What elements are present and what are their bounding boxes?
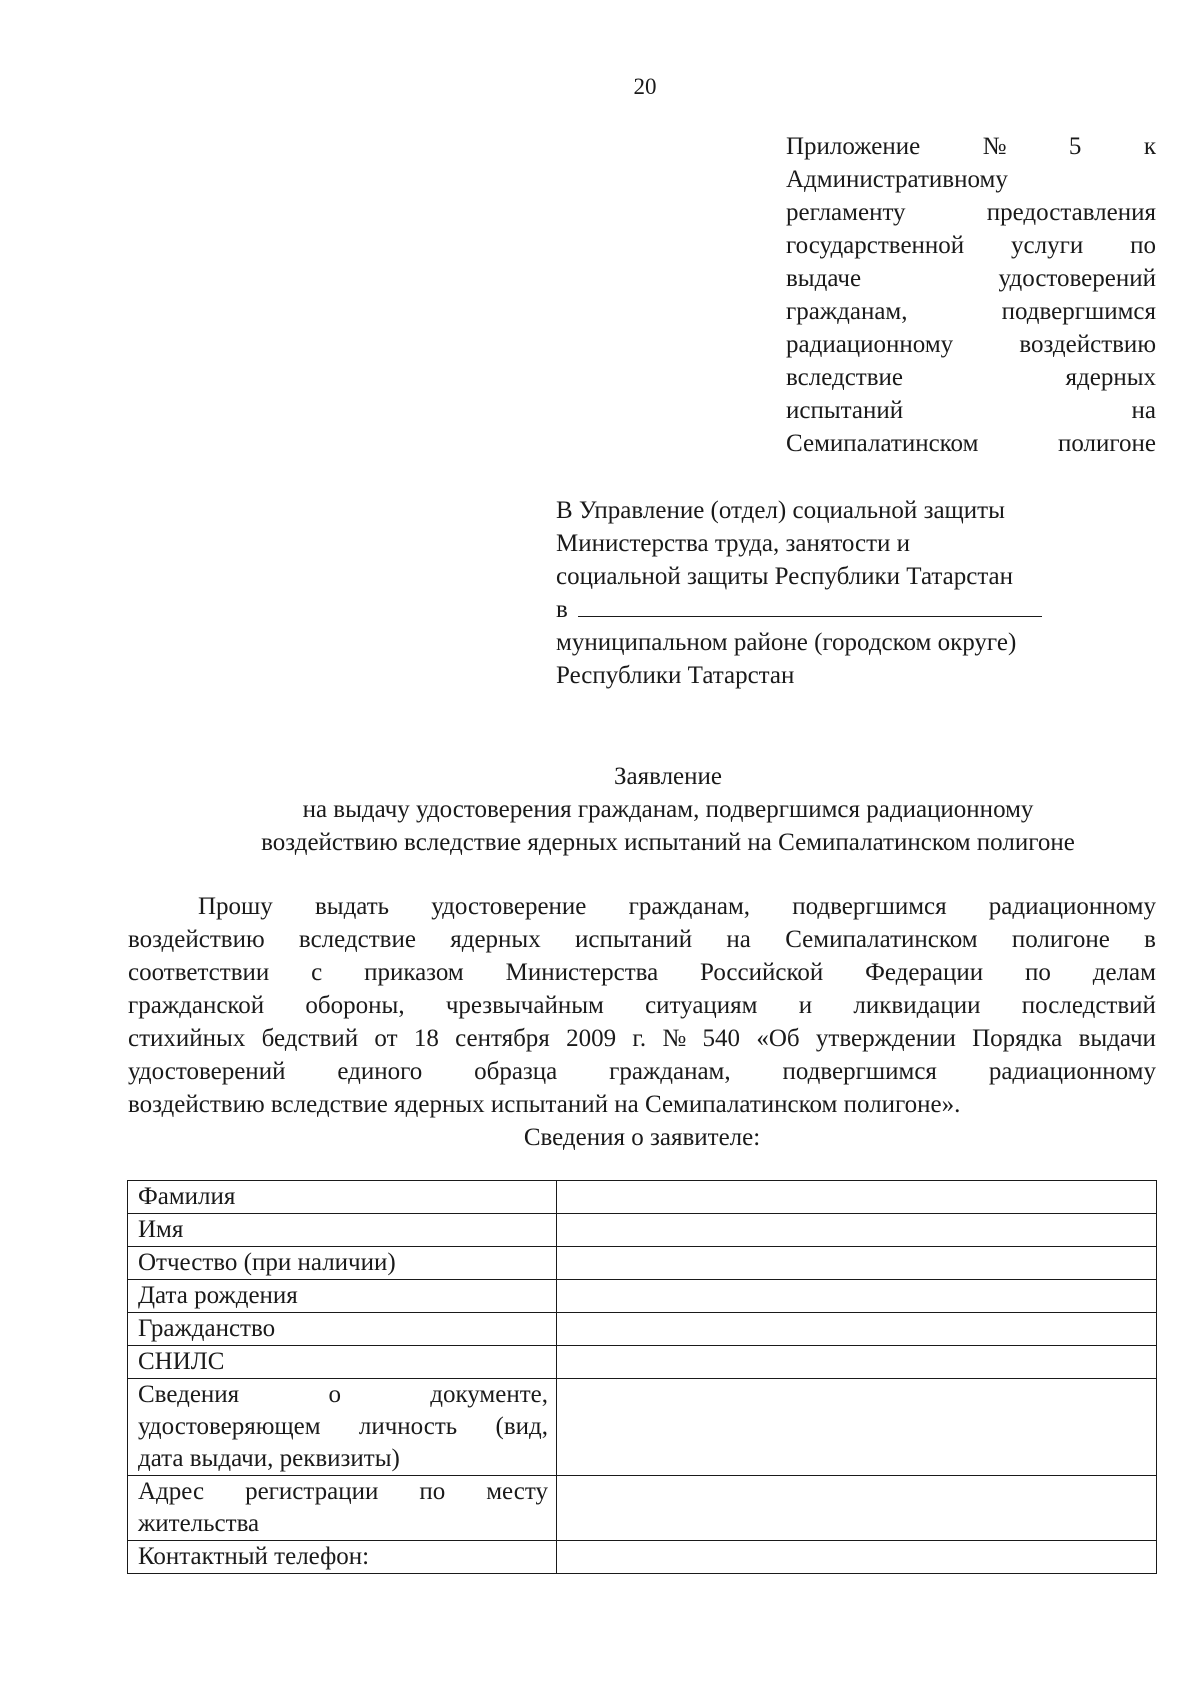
table-row xyxy=(128,1379,1157,1476)
field-label-cell xyxy=(128,1476,557,1541)
body-word: бедствий xyxy=(261,1025,359,1052)
field-label: Имя xyxy=(138,1216,184,1243)
addressee-line: социальной защиты Республики Татарстан xyxy=(556,563,1014,590)
field-label-word: документе, xyxy=(430,1381,548,1408)
appendix-line xyxy=(786,130,1156,163)
body-line xyxy=(128,923,1156,956)
body-word: чрезвычайным xyxy=(445,992,604,1019)
body-word: ликвидации xyxy=(853,992,981,1019)
appendix-word: Административному xyxy=(786,166,1008,193)
appendix-word: на xyxy=(1131,397,1156,424)
body-word: в xyxy=(1144,926,1156,953)
field-label-line xyxy=(138,1508,548,1540)
appendix-line xyxy=(786,262,1156,295)
body-word: радиационному xyxy=(988,893,1156,920)
title-line: воздействию вследствие ядерных испытаний на Семипалатинском полигоне xyxy=(261,829,1075,856)
body-word: подвергшимся xyxy=(792,893,947,920)
appendix-line xyxy=(786,361,1156,394)
body-word: гражданам, xyxy=(609,1058,731,1085)
body-word: гражданской xyxy=(128,992,265,1019)
field-label-cell xyxy=(128,1313,557,1346)
title-line: Заявление xyxy=(613,763,723,790)
appendix-word: удостоверений xyxy=(998,265,1156,292)
appendix-word: Приложение xyxy=(786,133,921,160)
field-label-cell xyxy=(128,1379,557,1476)
field-label-word: Адрес xyxy=(138,1478,205,1505)
field-label-word: Сведения xyxy=(138,1381,240,1408)
field-value-cell[interactable] xyxy=(557,1214,1157,1247)
addressee-district-line xyxy=(556,593,1116,626)
field-label: Гражданство xyxy=(138,1315,276,1342)
body-word: воздействию xyxy=(128,926,265,953)
field-label-word: удостоверяющем xyxy=(138,1413,321,1440)
body-word: с xyxy=(311,959,323,986)
addressee-line: муниципальном районе (городском округе) xyxy=(556,629,1017,656)
field-label-line xyxy=(138,1443,548,1475)
body-word: испытаний xyxy=(575,926,693,953)
table-row xyxy=(128,1214,1157,1247)
body-word: подвергшимся xyxy=(782,1058,937,1085)
field-label-word: личность xyxy=(358,1413,458,1440)
field-value-cell[interactable] xyxy=(557,1346,1157,1379)
appendix-word: регламенту xyxy=(786,199,906,226)
body-word: удостоверений xyxy=(128,1058,286,1085)
appendix-line xyxy=(786,328,1156,361)
applicant-info-table xyxy=(127,1180,1157,1574)
field-label-line xyxy=(138,1411,548,1443)
body-line xyxy=(128,1022,1156,1055)
body-word: сентября xyxy=(455,1025,550,1052)
appendix-line xyxy=(786,427,1156,460)
addressee-line: В Управление (отдел) социальной защиты xyxy=(556,497,1005,524)
appendix-word: выдаче xyxy=(786,265,862,292)
body-line xyxy=(128,1055,1156,1088)
addressee-line: Республики Татарстан xyxy=(556,662,795,689)
appendix-word: № xyxy=(982,133,1007,160)
appendix-word: Семипалатинском xyxy=(786,430,979,457)
appendix-word: 5 xyxy=(1068,133,1082,160)
field-label-cell xyxy=(128,1280,557,1313)
body-word: утверждении xyxy=(815,1025,956,1052)
addressee-line: Министерства труда, занятости и xyxy=(556,530,911,557)
body-word: по xyxy=(1025,959,1051,986)
field-label: Фамилия xyxy=(138,1183,236,1210)
table-row xyxy=(128,1181,1157,1214)
body-word: Семипалатинском xyxy=(785,926,978,953)
field-value-cell[interactable] xyxy=(557,1247,1157,1280)
appendix-word: предоставления xyxy=(986,199,1156,226)
field-label-word: месту xyxy=(486,1478,548,1505)
body-word: на xyxy=(726,926,751,953)
field-value-cell[interactable] xyxy=(557,1541,1157,1574)
field-label-word: о xyxy=(328,1381,341,1408)
body-word: ситуациям xyxy=(645,992,758,1019)
body-word: стихийных xyxy=(128,1025,246,1052)
body-word: Министерства xyxy=(505,959,659,986)
addressee-prefix: в xyxy=(556,596,568,623)
table-row xyxy=(128,1346,1157,1379)
field-label-cell xyxy=(128,1346,557,1379)
body-word: последствий xyxy=(1021,992,1156,1019)
body-word: полигоне xyxy=(1011,926,1110,953)
appendix-line xyxy=(786,229,1156,262)
body-word: Федерации xyxy=(865,959,984,986)
appendix-word: радиационному xyxy=(786,331,954,358)
field-label-word: дата выдачи, реквизиты) xyxy=(138,1445,400,1472)
body-word: № xyxy=(662,1025,687,1052)
appendix-word: подвергшимся xyxy=(1001,298,1156,325)
appendix-word: вследствие xyxy=(786,364,904,391)
appendix-word: услуги xyxy=(1011,232,1084,259)
field-label-word: по xyxy=(419,1478,446,1505)
field-value-cell[interactable] xyxy=(557,1476,1157,1541)
body-word: удостоверение xyxy=(431,893,587,920)
field-label-line xyxy=(138,1379,548,1411)
body-line xyxy=(128,956,1156,989)
appendix-word: государственной xyxy=(786,232,965,259)
body-word: ядерных xyxy=(450,926,541,953)
table-row xyxy=(128,1476,1157,1541)
body-word: «Об xyxy=(756,1025,800,1052)
body-word: 2009 xyxy=(566,1025,617,1052)
body-word: обороны, xyxy=(305,992,405,1019)
body-word: делам xyxy=(1092,959,1156,986)
body-line xyxy=(128,989,1156,1022)
body-word: единого xyxy=(337,1058,423,1085)
body-word: 540 xyxy=(702,1025,741,1052)
appendix-line xyxy=(786,295,1156,328)
body-line: воздействию вследствие ядерных испытаний на Семипалатинском полигоне». xyxy=(128,1091,961,1118)
field-value-cell[interactable] xyxy=(557,1181,1157,1214)
document-title xyxy=(170,760,1166,859)
table-row xyxy=(128,1247,1157,1280)
appendix-word: по xyxy=(1130,232,1156,259)
table-row xyxy=(128,1541,1157,1574)
appendix-word: испытаний xyxy=(786,397,904,424)
field-value-cell[interactable] xyxy=(557,1379,1157,1476)
body-word: образца xyxy=(474,1058,558,1085)
body-line xyxy=(128,890,1156,923)
appendix-word: воздействию xyxy=(1019,331,1156,358)
body-word: соответствии xyxy=(128,959,270,986)
appendix-word: к xyxy=(1143,133,1156,160)
appendix-word: гражданам, xyxy=(786,298,908,325)
addressee-block xyxy=(556,494,1116,692)
body-word: выдать xyxy=(314,893,390,920)
field-label: Отчество (при наличии) xyxy=(138,1249,396,1276)
appendix-header xyxy=(786,130,1156,460)
field-label-cell xyxy=(128,1214,557,1247)
body-word: радиационному xyxy=(988,1058,1156,1085)
field-label-line xyxy=(138,1476,548,1508)
body-word: вследствие xyxy=(298,926,416,953)
field-label-cell xyxy=(128,1181,557,1214)
appendix-line xyxy=(786,196,1156,229)
body-word: приказом xyxy=(364,959,464,986)
field-label-cell xyxy=(128,1247,557,1280)
field-value-cell[interactable] xyxy=(557,1313,1157,1346)
field-label-word: (вид, xyxy=(495,1413,548,1440)
table-row xyxy=(128,1313,1157,1346)
field-value-cell[interactable] xyxy=(557,1280,1157,1313)
body-word: от xyxy=(374,1025,398,1052)
field-label: СНИЛС xyxy=(138,1348,225,1375)
field-label-word: жительства xyxy=(138,1510,260,1537)
appendix-line xyxy=(786,394,1156,427)
district-blank-field[interactable] xyxy=(578,594,1042,617)
page-number: 20 xyxy=(633,74,657,99)
field-label: Контактный телефон: xyxy=(138,1543,370,1570)
appendix-line xyxy=(786,163,1156,196)
appendix-word: ядерных xyxy=(1065,364,1156,391)
body-word: Порядка xyxy=(972,1025,1063,1052)
application-body xyxy=(128,890,1156,1121)
applicant-info-heading: Сведения о заявителе: xyxy=(523,1124,761,1151)
field-label-cell xyxy=(128,1541,557,1574)
body-word: г. xyxy=(632,1025,647,1052)
body-word: выдачи xyxy=(1078,1025,1156,1052)
table-row xyxy=(128,1280,1157,1313)
body-word: гражданам, xyxy=(628,893,751,920)
field-label: Дата рождения xyxy=(138,1282,298,1309)
field-label-word: регистрации xyxy=(245,1478,379,1505)
body-word: и xyxy=(798,992,813,1019)
body-word: 18 xyxy=(413,1025,439,1052)
body-word: Российской xyxy=(700,959,824,986)
body-word: Прошу xyxy=(198,893,273,920)
appendix-word: полигоне xyxy=(1057,430,1156,457)
title-line: на выдачу удостоверения гражданам, подвергшимся радиационному xyxy=(302,796,1034,823)
